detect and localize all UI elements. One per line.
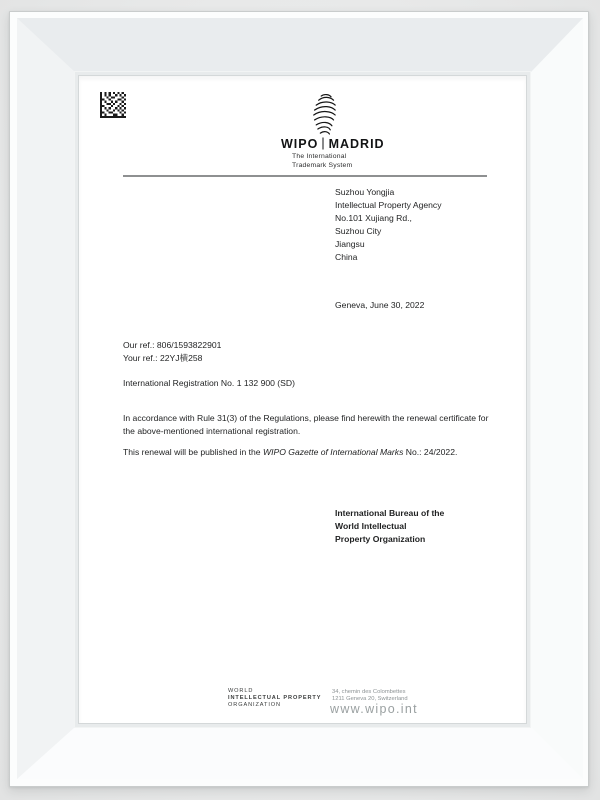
datamatrix-code-icon: [100, 92, 126, 118]
text-line: INTELLECTUAL PROPERTY: [228, 695, 322, 702]
logo-wordmark: [281, 137, 385, 151]
wordmark-wipo: WIPO: [281, 137, 319, 151]
text-line: Property Organization: [335, 534, 426, 544]
wordmark-separator: |: [321, 136, 326, 150]
wipo-swirl-icon: [308, 92, 336, 138]
text-line: Trademark System: [292, 161, 353, 169]
text-line: China: [335, 252, 358, 262]
body-paragraph-2: [123, 446, 457, 459]
text-line: 1211 Geneva 20, Switzerland: [332, 696, 408, 703]
your-ref: Your ref.: 22YJ横258: [123, 353, 203, 363]
reference-block: [123, 339, 221, 365]
dateline: Geneva, June 30, 2022: [335, 300, 425, 310]
footer-org-name: [228, 688, 321, 710]
our-ref: Our ref.: 806/1593822901: [123, 340, 222, 350]
text-line: No.101 Xujiang Rd.,: [335, 213, 412, 223]
header-rule: [123, 175, 487, 177]
logo-tagline: [292, 153, 352, 170]
wordmark-madrid: MADRID: [328, 137, 385, 151]
para2-prefix: This renewal will be published in the: [123, 447, 263, 457]
para2-suffix: No.: 24/2022.: [403, 447, 458, 457]
text-line: The International: [292, 153, 347, 160]
gazette-title-italic: WIPO Gazette of International Marks: [262, 447, 404, 457]
text-line: Suzhou Yongjia: [335, 187, 395, 197]
text-line: Intellectual Property Agency: [335, 200, 442, 210]
text-line: WORLD: [228, 688, 254, 694]
text-line: World Intellectual: [335, 521, 407, 531]
signature-block: [335, 507, 444, 546]
text-line: the above-mentioned international registration.: [123, 425, 301, 436]
letter-document: [79, 76, 526, 723]
text-line: ORGANIZATION: [228, 702, 281, 709]
body-paragraph-1: [123, 412, 488, 437]
text-line: Suzhou City: [335, 226, 382, 236]
text-line: 34, chemin des Colombettes: [332, 689, 406, 695]
registration-line: International Registration No. 1 132 900 (SD): [123, 378, 295, 388]
text-line: Jiangsu: [335, 239, 365, 249]
footer-website: www.wipo.int: [330, 702, 418, 716]
text-line: In accordance with Rule 31(3) of the Regulations, please find herewith the renewal certificate for: [123, 413, 489, 423]
recipient-address: [335, 186, 442, 264]
text-line: International Bureau of the: [335, 508, 445, 518]
